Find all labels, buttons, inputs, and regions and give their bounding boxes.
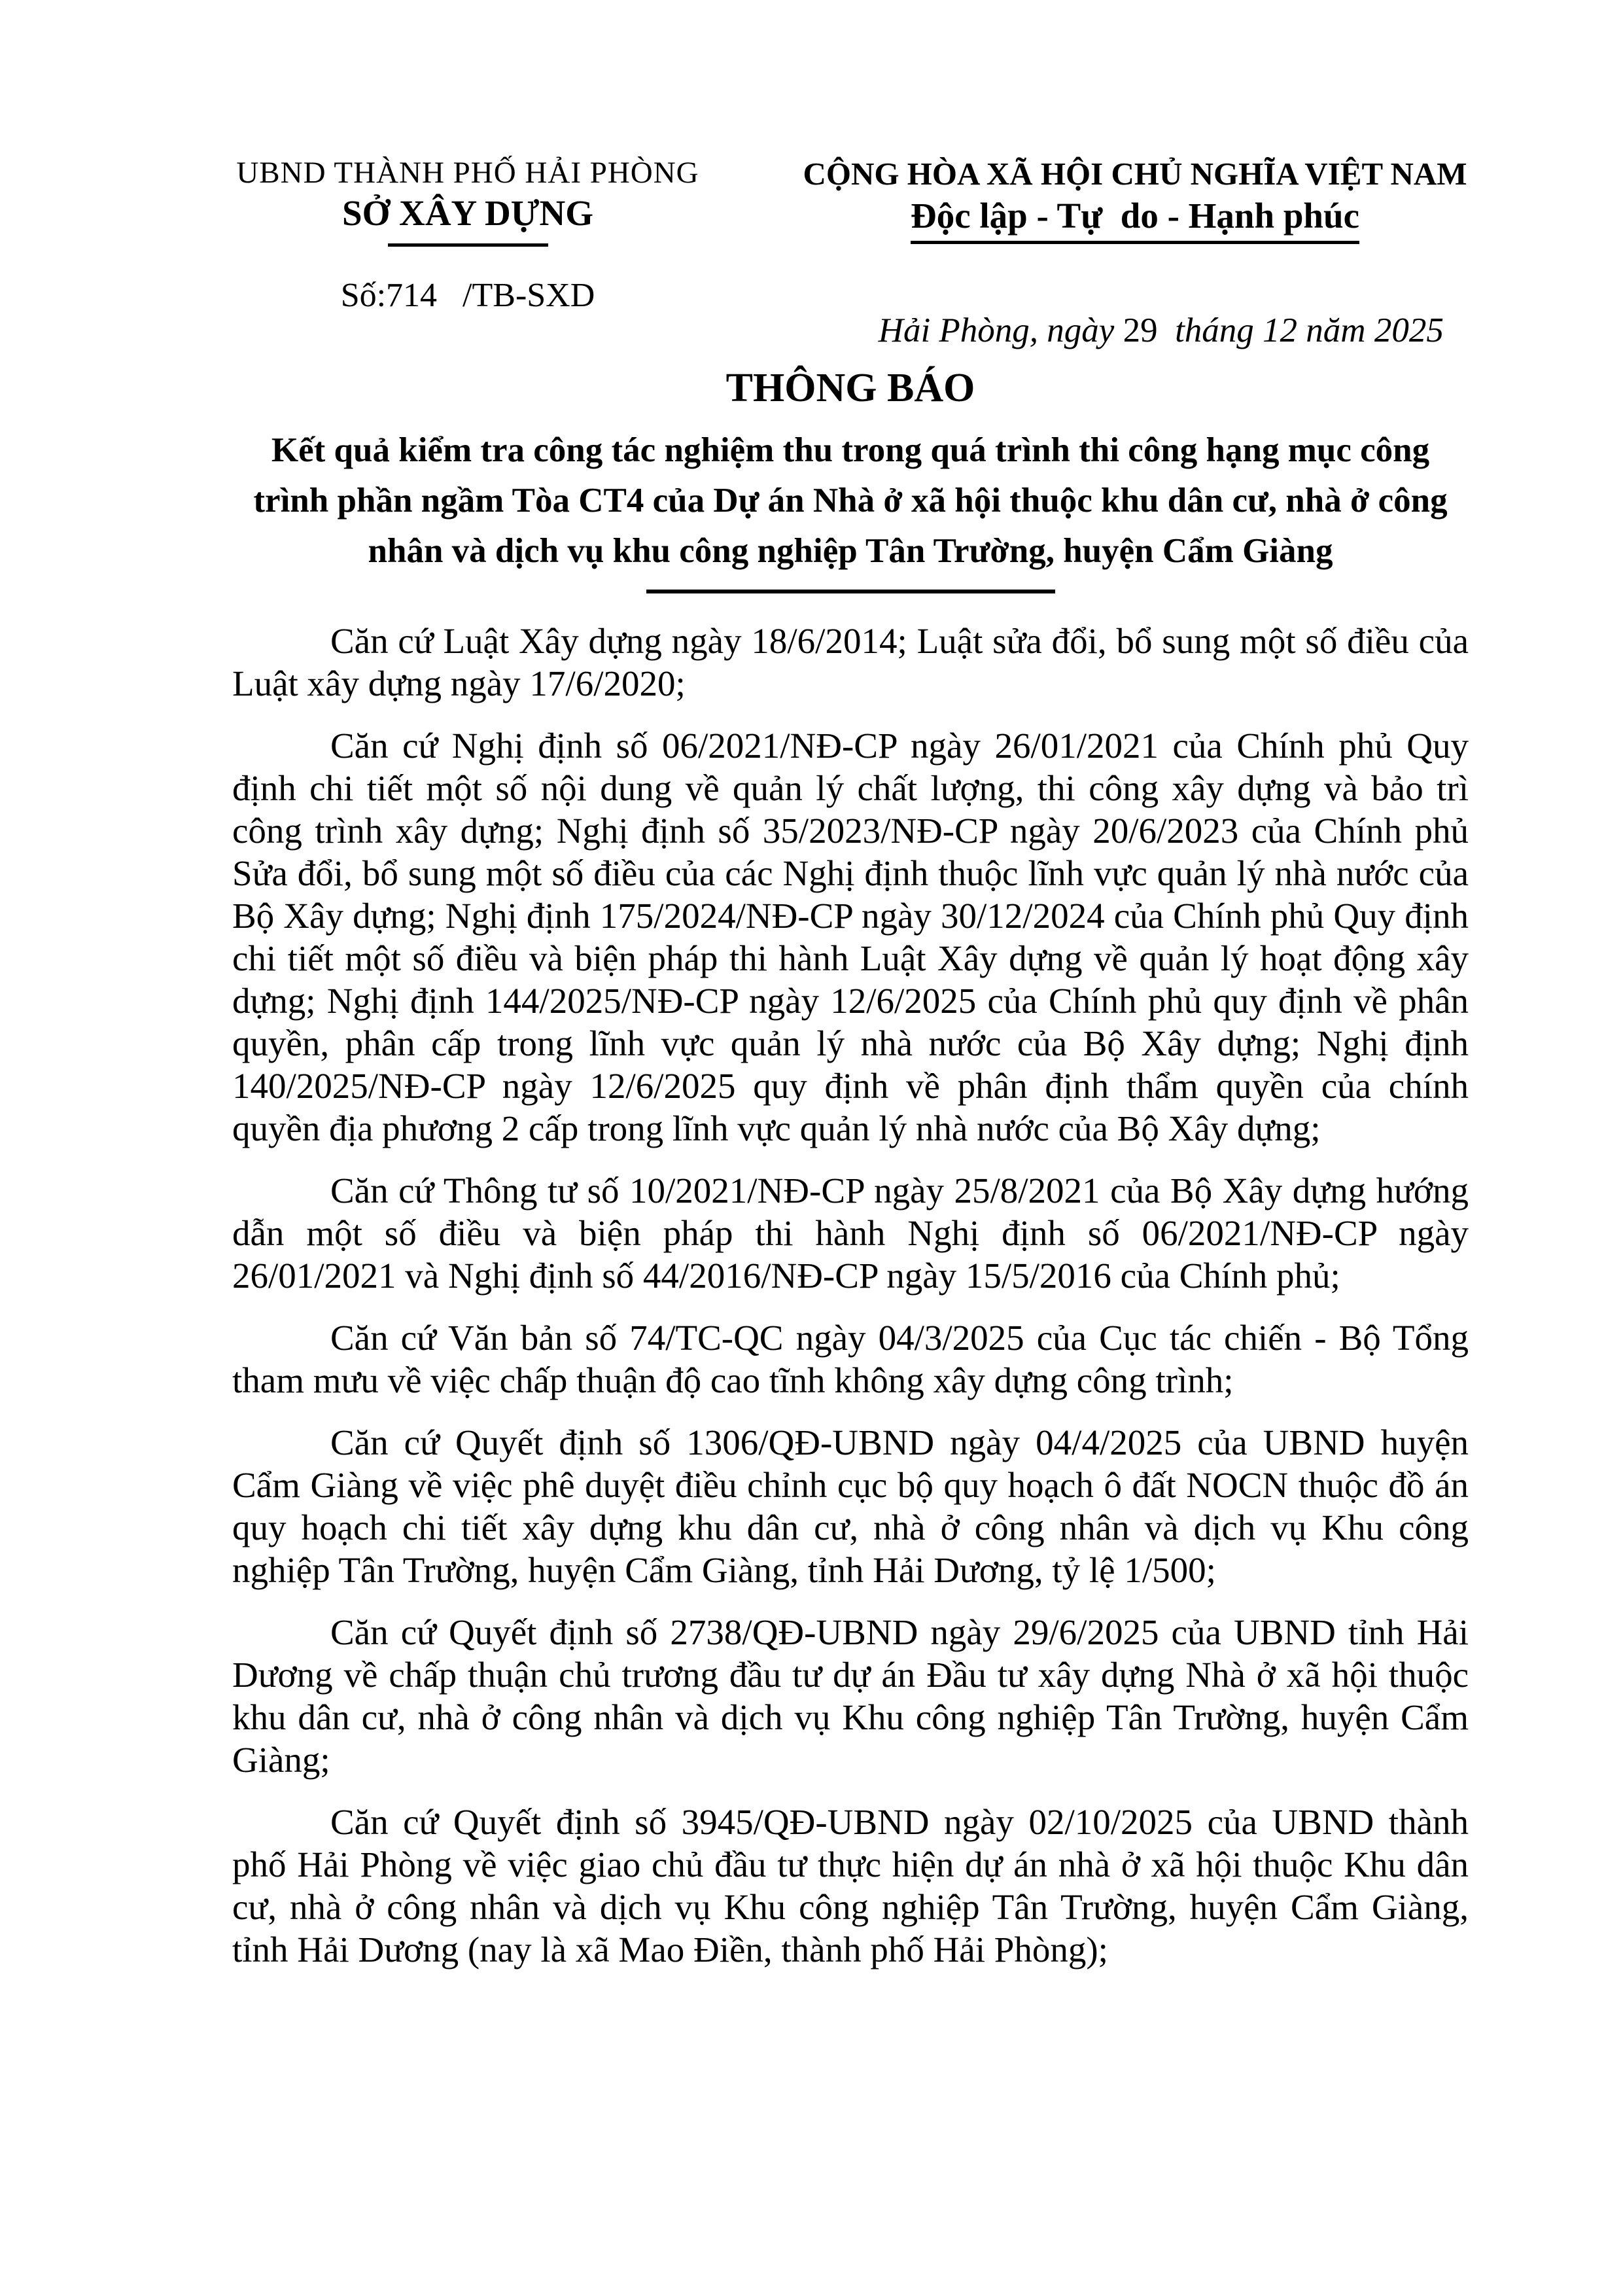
document-subtitle: Kết quả kiểm tra công tác nghiệm thu trong quá trình thi công hạng mục công trình phần ngầm Tòa CT4 của Dự án Nhà ở xã hội thuộc khu dân cư, nhà ở công nhân và dịch vụ khu công nghiệp Tân Trường, huyện Cẩm Giàng (253, 431, 1448, 570)
legal-basis-paragraph: Căn cứ Văn bản số 74/TC-QC ngày 04/3/2025 của Cục tác chiến - Bộ Tổng tham mưu về việc chấp thuận độ cao tĩnh không xây dựng công trình; (232, 1318, 1469, 1400)
title-divider-rule (646, 590, 1055, 593)
issuing-agency-block (226, 156, 710, 315)
legal-basis-paragraph: Căn cứ Quyết định số 2738/QĐ-UBND ngày 29/6/2025 của UBND tỉnh Hải Dương về chấp thuận chủ trương đầu tư dự án Đầu tư xây dựng Nhà ở xã hội thuộc khu dân cư, nhà ở công nhân và dịch vụ Khu công nghiệp Tân Trường, huyện Cẩm Giàng; (232, 1612, 1469, 1780)
dateline-day: 29 (1123, 311, 1158, 349)
legal-basis-paragraph: Căn cứ Quyết định số 3945/QĐ-UBND ngày 02/10/2025 của UBND thành phố Hải Phòng về việc giao chủ đầu tư thực hiện dự án nhà ở xã hội thuộc Khu dân cư, nhà ở công nhân và dịch vụ Khu công nghiệp Tân Trường, huyện Cẩm Giàng, tỉnh Hải Dương (nay là xã Mao Điền, thành phố Hải Phòng); (232, 1802, 1469, 1969)
legal-basis-paragraph: Căn cứ Luật Xây dựng ngày 18/6/2014; Luật sửa đổi, bổ sung một số điều của Luật xây dựng ngày 17/6/2020; (232, 621, 1469, 703)
dateline-prefix: Hải Phòng, ngày (878, 311, 1123, 349)
legal-basis-paragraph: Căn cứ Thông tư số 10/2021/NĐ-CP ngày 25/8/2021 của Bộ Xây dựng hướng dẫn một số điều và biện pháp thi hành Nghị định số 06/2021/NĐ-CP ngày 26/01/2021 và Nghị định số 44/2016/NĐ-CP ngày 15/5/2016 của Chính phủ; (232, 1171, 1469, 1296)
dateline-suffix: tháng 12 năm 2025 (1157, 311, 1444, 349)
agency-name: SỞ XÂY DỰNG (342, 193, 593, 233)
legal-basis-paragraph: Căn cứ Quyết định số 1306/QĐ-UBND ngày 04/4/2025 của UBND huyện Cẩm Giàng về việc phê duyệt điều chỉnh cục bộ quy hoạch ô đất NOCN thuộc đồ án quy hoạch chi tiết xây dựng khu dân cư, nhà ở công nhân và dịch vụ Khu công nghiệp Tân Trường, huyện Cẩm Giàng, tỉnh Hải Dương, tỷ lệ 1/500; (232, 1422, 1469, 1590)
document-number: Số:714 /TB-SXD (340, 277, 595, 314)
legal-basis-paragraph: Căn cứ Nghị định số 06/2021/NĐ-CP ngày 26/01/2021 của Chính phủ Quy định chi tiết một số nội dung về quản lý chất lượng, thi công xây dựng và bảo trì công trình xây dựng; Nghị định số 35/2023/NĐ-CP ngày 20/6/2023 của Chính phủ Sửa đổi, bổ sung một số điều của các Nghị định thuộc lĩnh vực quản lý nhà nước của Bộ Xây dựng; Nghị định 175/2024/NĐ-CP ngày 30/12/2024 của Chính phủ Quy định chi tiết một số điều và biện pháp thi hành Luật Xây dựng về quản lý hoạt động xây dựng; Nghị định 144/2025/NĐ-CP ngày 12/6/2025 của Chính phủ quy định về phân quyền, phân cấp trong lĩnh vực quản lý nhà nước của Bộ Xây dựng; Nghị định 140/2025/NĐ-CP ngày 12/6/2025 quy định về phân định thẩm quyền của chính quyền địa phương 2 cấp trong lĩnh vực quản lý nhà nước của Bộ Xây dựng; (232, 726, 1469, 1148)
agency-name-underline (388, 243, 548, 247)
national-motto-wrap (752, 192, 1518, 244)
document-title: THÔNG BÁO (725, 366, 975, 410)
national-title: CỘNG HÒA XÃ HỘI CHỦ NGHĨA VIỆT NAM (803, 156, 1467, 192)
parent-agency-name: UBND THÀNH PHỐ HẢI PHÒNG (236, 156, 699, 190)
national-header-block (752, 156, 1518, 389)
national-motto: Độc lập - Tự do - Hạnh phúc (911, 196, 1359, 244)
document-body (232, 365, 1469, 1971)
